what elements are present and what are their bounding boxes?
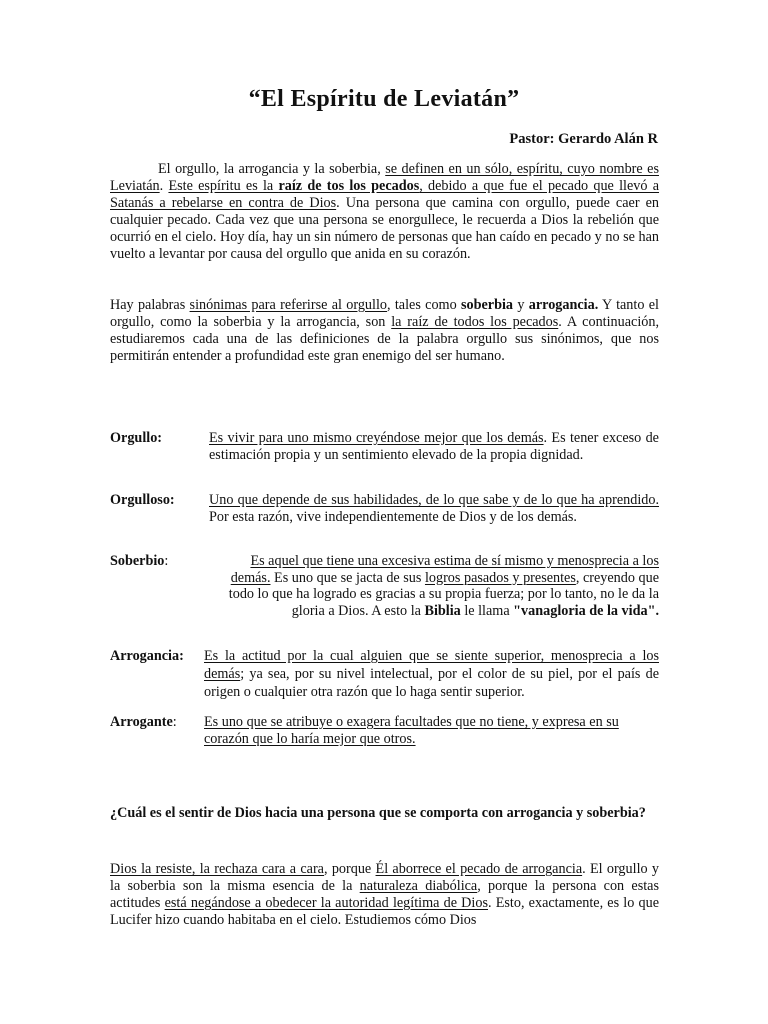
definition-term: Orgulloso: — [110, 492, 175, 508]
text-run: El orgullo, la arrogancia y la soberbia, — [158, 161, 386, 177]
text-run: arrogancia. — [528, 297, 599, 313]
document-title: “El Espíritu de Leviatán” — [248, 86, 520, 112]
text-run: , creyendo que todo lo que ha logrado es gracias a su propia fuerza; por lo tanto, no le da la gloria a Dios. A esto la — [228, 569, 659, 619]
text-run: , tales como — [386, 297, 461, 313]
text-run: . A continuación, estudiaremos cada una de las definiciones de la palabra orgullo sus sinónimos, que nos permitirán entender a profundidad este gran enemigo del ser humano. — [110, 314, 659, 364]
paragraph-god-response — [110, 861, 659, 929]
text-run: Es vivir para uno mismo creyéndose mejor que los demás — [209, 430, 544, 446]
text-run: ; ya sea, por su nivel intelectual, por el color de su piel, por el país de origen o cualquier otra razón que lo haga sentir superior. — [204, 666, 659, 700]
text-run: Es la actitud por la cual alguien que se siente superior, menosprecia a los demás — [204, 648, 659, 682]
text-run: . — [159, 178, 169, 194]
text-run: . Es tener exceso de estimación propia y un sentimiento elevado de la propia dignidad. — [209, 430, 659, 463]
text-run: Es aquel que tiene una excesiva estima de sí mismo y menosprecia a los demás. — [230, 553, 659, 586]
text-run: . Una persona que camina con orgullo, puede caer en cualquier pecado. Cada vez que una persona se enorgullece, le recuerda a Dios la rebelión que ocurrió en el cielo. Hoy día, hay un sin número de personas que han caído en pecado y no se han vuelto a levantar por causa del orgullo que anida en su corazón. — [110, 195, 659, 262]
text-run: "vanagloria de la vida". — [513, 602, 659, 619]
author-line: Pastor: Gerardo Alán R — [509, 131, 658, 147]
text-run: , porque — [323, 861, 376, 877]
definition-term: Arrogancia: — [110, 648, 184, 664]
text-run: , porque la persona con estas actitudes — [110, 878, 659, 911]
text-run: soberbia — [461, 297, 514, 313]
text-run: Por esta razón, vive independientemente de Dios y de los demás. — [209, 508, 577, 525]
text-run: raíz de tos los pecados — [278, 178, 420, 194]
definition-term: Soberbio: — [110, 553, 169, 569]
text-run: está negándose a obedecer la autoridad legítima de Dios — [164, 895, 488, 911]
text-run: Biblia — [424, 602, 461, 619]
text-run: le llama — [460, 602, 514, 619]
definition-body — [209, 430, 659, 463]
text-run: . Esto, exactamente, es lo que Lucifer hizo cuando habitaba en el cielo. Estudiemos cómo Dios — [110, 895, 659, 928]
text-run: y — [513, 297, 529, 313]
definition-term: Orgullo: — [110, 430, 163, 446]
definition-body — [204, 714, 659, 747]
text-run: la raíz de todos los pecados — [391, 314, 559, 330]
text-run: Dios la resiste, la rechaza cara a cara — [110, 861, 324, 877]
text-run: Este espíritu es la — [168, 178, 279, 194]
definition-body — [209, 492, 659, 525]
text-run: Es uno que se atribuye o exagera facultades que no tiene, y expresa en su corazón que lo haría mejor que otros. — [204, 714, 619, 747]
paragraph-synonyms — [110, 297, 659, 365]
text-run: sinónimas para referirse al orgullo — [189, 297, 387, 313]
text-run: Hay palabras — [110, 297, 190, 313]
definition-term: Arrogante: — [110, 714, 177, 730]
text-run: se definen en un sólo, espíritu, cuyo nombre es Leviatán — [110, 161, 659, 194]
definition-body — [204, 647, 659, 701]
definition-body — [209, 553, 659, 619]
text-run: naturaleza diabólica — [359, 878, 478, 894]
text-run: logros pasados y presentes — [424, 569, 576, 586]
text-run: Y tanto el orgullo, como la soberbia y la arrogancia, son — [110, 297, 659, 330]
text-run: , debido a que fue el pecado que llevó a Satanás a rebelarse en contra de Dios — [110, 178, 660, 211]
text-run: . El orgullo y la soberbia son la misma esencia de la — [110, 861, 659, 894]
text-run: Él aborrece el pecado de arrogancia — [375, 861, 583, 877]
paragraph-intro — [110, 161, 659, 263]
section-question: ¿Cuál es el sentir de Dios hacia una persona que se comporta con arrogancia y soberbia? — [110, 805, 646, 821]
text-run: Es uno que se jacta de sus — [270, 569, 425, 586]
text-run: Uno que depende de sus habilidades, de lo que sabe y de lo que ha aprendido. — [209, 492, 659, 508]
